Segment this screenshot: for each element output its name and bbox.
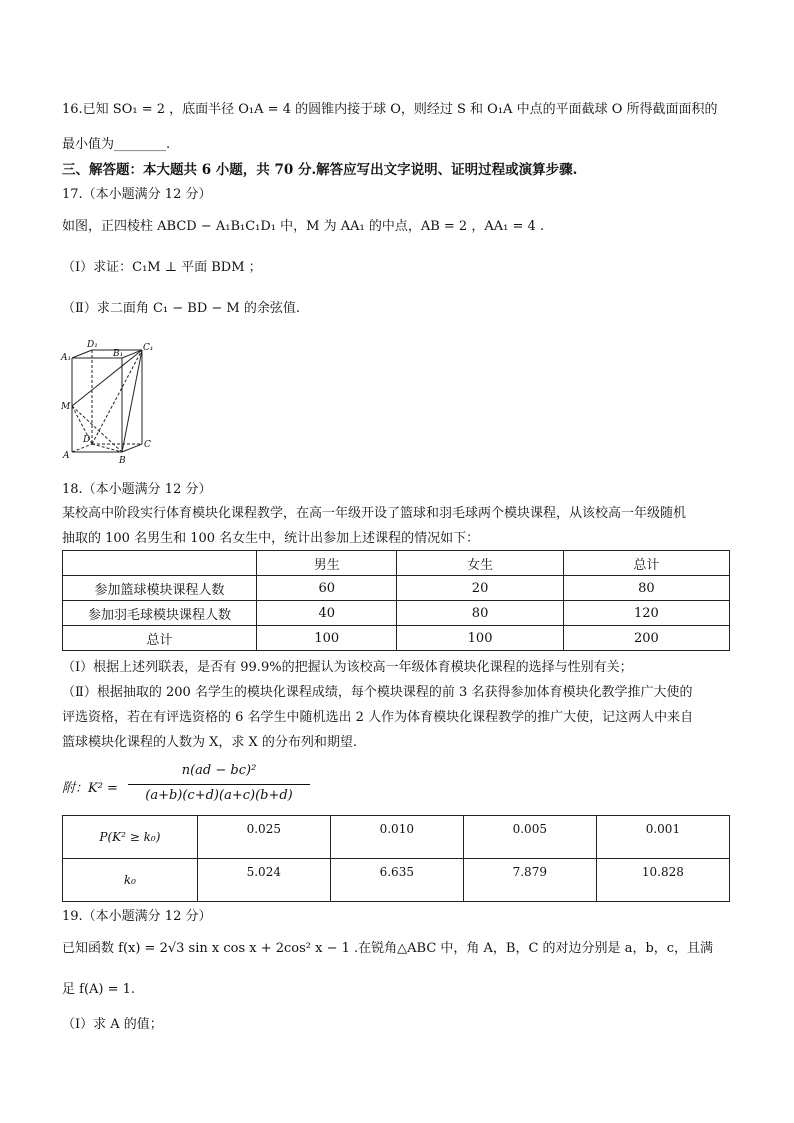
table-cell: k₀ [63,859,198,902]
q16-line2: 最小值为________. [62,137,171,152]
q17-header: 17.（本小题满分 12 分） [62,187,212,202]
table-row [63,816,730,859]
table-header-cell: 总计 [563,551,729,576]
q19-stem-line2: 足 f(A) = 1. [62,982,136,997]
q16-line1: 16.已知 SO₁ = 2 ，底面半径 O₁A = 4 的圆锥内接于球 O，则经过 S 和 O₁A 中点的平面截球 O 所得截面面积的 [62,102,718,117]
table-cell: 200 [563,626,729,651]
table-row [63,859,730,902]
table-cell: 20 [397,576,563,601]
table-cell: 0.001 [596,816,729,859]
q17-stem: 如图，正四棱柱 ABCD − A₁B₁C₁D₁ 中，M 为 AA₁ 的中点，AB = 2 ，AA₁ = 4 . [62,219,545,234]
q17-part2: （Ⅱ）求二面角 C₁ − BD − M 的余弦值. [62,301,300,316]
table-header-cell [63,551,257,576]
table-row [63,576,730,601]
label-d: D [83,435,91,445]
prism-svg [60,336,160,466]
table-cell: 10.828 [596,859,729,902]
q18-part1: （Ⅰ）根据上述列联表，是否有 99.9%的把握认为该校高一年级体育模块化课程的选择与性别有关； [62,660,633,675]
table-row [63,626,730,651]
table-cell: P(K² ≥ k₀) [63,816,198,859]
q18-stem-line1: 某校高中阶段实行体育模块化课程教学，在高一年级开设了篮球和羽毛球两个模块课程，从该校高一年级随机 [62,506,687,521]
q19-part1: （Ⅰ）求 A 的值； [62,1017,163,1032]
q18-header: 18.（本小题满分 12 分） [62,482,212,497]
critical-value-table [62,815,730,902]
label-a: A [63,451,70,461]
label-d1: D₁ [87,340,98,350]
table-cell: 120 [563,601,729,626]
label-b: B [119,456,126,466]
formula-numerator: n(ad − bc)² [181,763,257,778]
table-header-cell: 男生 [257,551,397,576]
fraction-bar [128,784,310,785]
edge-b-c1 [122,350,142,452]
table-header-cell: 女生 [397,551,563,576]
table-cell: 100 [397,626,563,651]
formula-denominator: (a+b)(c+d)(a+c)(b+d) [145,788,293,803]
q19-stem-line1: 已知函数 f(x) = 2√3 sin x cos x + 2cos² x − 1 .在锐角△ABC 中，角 A，B，C 的对边分别是 a，b，c，且满 [62,941,714,956]
table-cell: 参加羽毛球模块课程人数 [63,601,257,626]
table-cell: 60 [257,576,397,601]
label-c: C [144,440,151,450]
edge-a-d [72,444,92,452]
label-c1: C₁ [143,343,154,353]
table-header-row [63,551,730,576]
table-cell: 40 [257,601,397,626]
table-cell: 5.024 [197,859,330,902]
q18-stem-line2: 抽取的 100 名男生和 100 名女生中，统计出参加上述课程的情况如下： [62,531,480,546]
appendix-label: 附：K² = [62,781,118,796]
table-cell: 参加篮球模块课程人数 [63,576,257,601]
edge-a1-d1 [72,350,92,358]
q18-part2-line1: （Ⅱ）根据抽取的 200 名学生的模块化课程成绩，每个模块课程的前 3 名获得参加体育模块化教学推广大使的 [62,685,693,700]
table-cell: 0.025 [197,816,330,859]
label-a1: A₁ [61,353,72,363]
table-cell: 总计 [63,626,257,651]
q19-header: 19.（本小题满分 12 分） [62,909,212,924]
q18-part2-line3: 篮球模块化课程的人数为 X，求 X 的分布列和期望. [62,735,358,750]
edge-b1-c1 [122,350,142,358]
section-title: 三、解答题：本大题共 6 小题，共 70 分.解答应写出文字说明、证明过程或演算步骤. [62,162,578,178]
table-cell: 0.010 [330,816,463,859]
table-cell: 80 [563,576,729,601]
prism-figure [60,336,160,466]
table-row [63,601,730,626]
table-cell: 80 [397,601,563,626]
contingency-table [62,550,730,651]
label-m: M [61,402,71,412]
q18-part2-line2: 评选资格，若在有评选资格的 6 名学生中随机选出 2 人作为体育模块化课程教学的推广大使，记这两人中来自 [62,710,694,725]
table-cell: 6.635 [330,859,463,902]
table-cell: 0.005 [463,816,596,859]
table-cell: 7.879 [463,859,596,902]
q17-part1: （Ⅰ）求证：C₁M ⊥ 平面 BDM ； [62,260,262,275]
edge-d-c1 [92,350,142,444]
edge-b-c [122,444,142,452]
table-cell: 100 [257,626,397,651]
label-b1: B₁ [113,349,124,359]
